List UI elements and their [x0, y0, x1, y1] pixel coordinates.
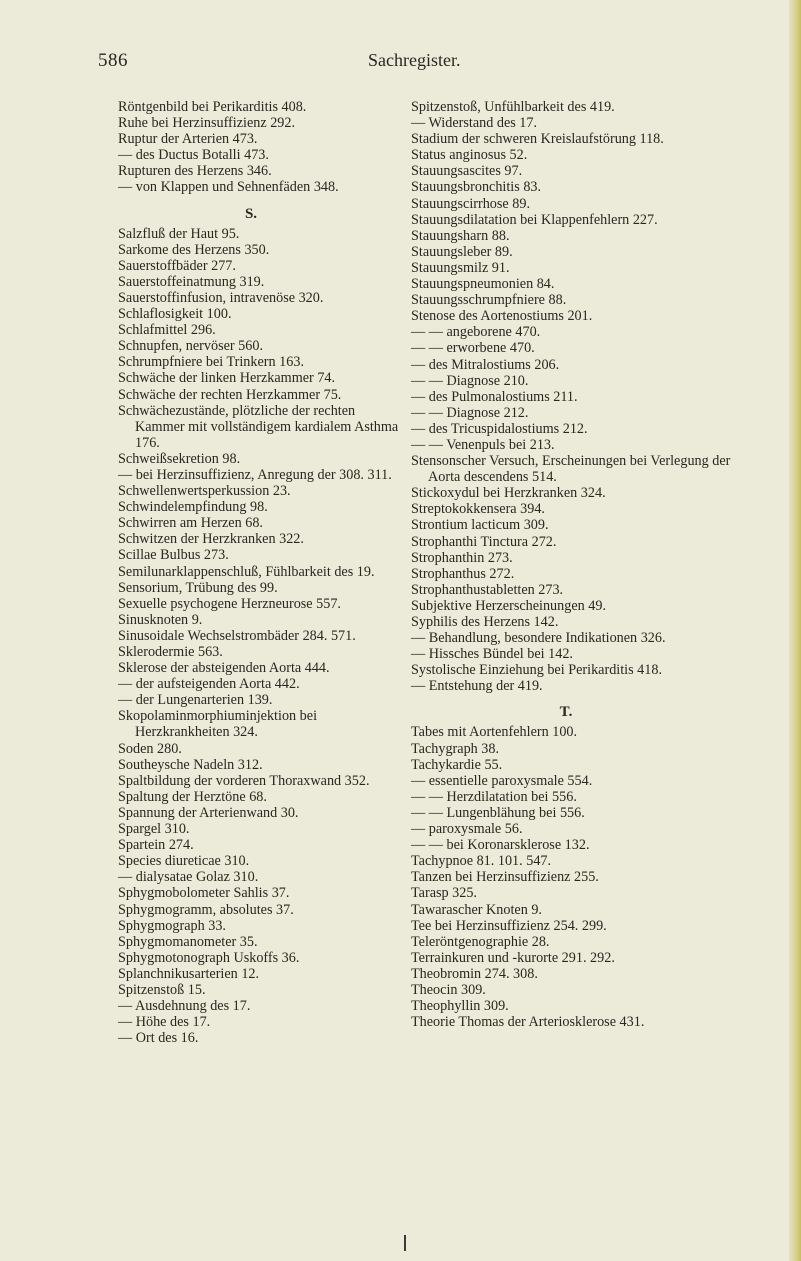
index-entry: Tanzen bei Herzinsuffizienz 255.	[411, 869, 599, 886]
index-entry: Salzfluß der Haut 95.	[118, 225, 240, 242]
index-entry: — — Diagnose 210.	[411, 372, 529, 389]
index-entry: — Höhe des 17.	[118, 1014, 211, 1031]
index-entry: Schwäche der linken Herzkammer 74.	[118, 370, 336, 387]
index-entry: Syphilis des Herzens 142.	[411, 614, 559, 630]
index-entry: Sarkome des Herzens 350.	[118, 241, 270, 258]
index-entry: Stauungsascites 97.	[411, 163, 523, 180]
index-entry: — — Herzdilatation bei 556.	[411, 788, 577, 805]
index-entry: Tachypnoe 81. 101. 547.	[411, 853, 552, 870]
index-column-left	[118, 99, 404, 1046]
index-entry: — Widerstand des 17.	[411, 115, 538, 132]
index-entry: Schwächezustände, plötzliche der rechten Kammer mit vollständigem kardialem Asthma 176.	[118, 402, 399, 451]
index-entry: Rupturen des Herzens 346.	[118, 163, 272, 180]
index-entry: Teleröntgenographie 28.	[411, 933, 550, 950]
index-entry: — Behandlung, besondere Indikationen 326.	[411, 630, 666, 647]
index-entry: — des Tricuspidalostiums 212.	[411, 420, 588, 437]
index-entry: — essentielle paroxysmale 554.	[411, 772, 593, 789]
index-entry: Schnupfen, nervöser 560.	[118, 338, 263, 355]
index-entry: Terrainkuren und -kurorte 291. 292.	[411, 949, 615, 966]
index-entry: Sphygmograph 33.	[118, 917, 226, 934]
index-entry: Streptokokkensera 394.	[411, 501, 545, 518]
index-entry: — von Klappen und Sehnenfäden 348.	[118, 179, 339, 196]
index-entry: — Entstehung der 419.	[411, 678, 543, 695]
index-entry: Spargel 310.	[118, 821, 190, 838]
index-entry: Schwellenwertsperkussion 23.	[118, 483, 291, 500]
index-entry: Schrumpfniere bei Trinkern 163.	[118, 354, 304, 371]
index-entry: — bei Herzinsuffizienz, Anregung der 308. 311.	[118, 466, 392, 483]
index-entry: Tabes mit Aortenfehlern 100.	[411, 724, 578, 741]
index-entry: Sinusknoten 9.	[118, 611, 203, 628]
index-entry: — — Lungenblähung bei 556.	[411, 804, 585, 821]
index-entry: Stauungspneumonien 84.	[411, 276, 555, 293]
index-entry: Tawarascher Knoten 9.	[411, 901, 542, 918]
index-entry: — des Pulmonalostiums 211.	[411, 388, 578, 405]
section-letter: T.	[559, 704, 573, 721]
margin-mark	[404, 1235, 406, 1251]
index-entry: Theophyllin 309.	[411, 998, 509, 1015]
section-letter: S.	[244, 205, 258, 222]
index-entry: Schweißsekretion 98.	[118, 450, 241, 467]
index-entry: — des Mitralostiums 206.	[411, 356, 560, 373]
index-entry: Status anginosus 52.	[411, 147, 528, 164]
index-entry: Soden 280.	[118, 740, 182, 757]
index-entry: — — angeborene 470.	[411, 324, 541, 341]
index-entry: Stauungsleber 89.	[411, 243, 513, 260]
running-head: Sachregister.	[368, 50, 461, 70]
index-entry: — dialysatae Golaz 310.	[118, 869, 259, 886]
index-entry: Sphygmogramm, absolutes 37.	[118, 901, 294, 918]
index-entry: Schwäche der rechten Herzkammer 75.	[118, 386, 342, 403]
index-entry: Theorie Thomas der Arteriosklerose 431.	[411, 1014, 645, 1031]
index-entry: — der Lungenarterien 139.	[118, 692, 273, 709]
index-entry: Spaltung der Herztöne 68.	[118, 788, 267, 805]
index-entry: Strontium lacticum 309.	[411, 517, 549, 534]
index-entry: Theocin 309.	[411, 981, 486, 998]
index-entry: Southeysche Nadeln 312.	[118, 756, 263, 773]
index-entry: Sklerodermie 563.	[118, 644, 223, 660]
index-entry: Tachykardie 55.	[411, 756, 503, 773]
index-entry: Sensorium, Trübung des 99.	[118, 579, 278, 596]
index-entry: — paroxysmale 56.	[411, 821, 523, 838]
index-entry: Ruhe bei Herzinsuffizienz 292.	[118, 115, 296, 132]
index-entry: Strophanthin 273.	[411, 549, 513, 566]
index-entry: Schlafmittel 296.	[118, 322, 216, 339]
page-edge	[789, 0, 801, 1261]
index-entry: — Hissches Bündel bei 142.	[411, 646, 573, 663]
index-entry: — Ort des 16.	[118, 1030, 199, 1047]
index-entry: Skopolaminmorphiuminjektion bei Herzkrankheiten 324.	[118, 708, 318, 741]
index-entry: Systolische Einziehung bei Perikarditis 418.	[411, 662, 663, 679]
index-entry: Spitzenstoß, Unfühlbarkeit des 419.	[411, 99, 615, 115]
index-entry: Sphygmotonograph Uskoffs 36.	[118, 949, 300, 966]
index-entry: Spannung der Arterienwand 30.	[118, 804, 299, 821]
index-entry: Sklerose der absteigenden Aorta 444.	[118, 660, 330, 677]
index-entry: Sauerstoffinfusion, intravenöse 320.	[118, 289, 324, 306]
index-entry: Spartein 274.	[118, 837, 194, 854]
index-entry: Schlaflosigkeit 100.	[118, 306, 232, 323]
index-entry: Stauungsbronchitis 83.	[411, 179, 542, 196]
index-entry: Schwindelempfindung 98.	[118, 499, 268, 516]
index-entry: Splanchnikusarterien 12.	[118, 965, 260, 982]
index-entry: Sphygmomanometer 35.	[118, 933, 258, 950]
index-entry: Theobromin 274. 308.	[411, 965, 538, 982]
index-entry: Stensonscher Versuch, Erscheinungen bei Verlegung der Aorta descendens 514.	[411, 453, 731, 486]
index-entry: Stauungsschrumpfniere 88.	[411, 292, 567, 309]
index-entry: Ruptur der Arterien 473.	[118, 131, 258, 148]
index-entry: — — bei Koronarsklerose 132.	[411, 837, 590, 854]
index-entry: Sauerstoffeinatmung 319.	[118, 273, 265, 290]
index-entry: Schwirren am Herzen 68.	[118, 515, 263, 532]
index-entry: Stauungsharn 88.	[411, 227, 510, 244]
index-entry: Schwitzen der Herzkranken 322.	[118, 531, 304, 548]
index-entry: Semilunarklappenschluß, Fühlbarkeit des 19.	[118, 563, 375, 580]
index-entry: Tee bei Herzinsuffizienz 254. 299.	[411, 917, 607, 934]
index-entry: Stauungscirrhose 89.	[411, 195, 531, 212]
index-entry: Stadium der schweren Kreislaufstörung 118.	[411, 131, 664, 148]
index-entry: Stauungsmilz 91.	[411, 259, 510, 276]
index-column-right	[411, 99, 761, 1030]
index-entry: Subjektive Herzerscheinungen 49.	[411, 597, 607, 614]
index-entry: — — Diagnose 212.	[411, 404, 529, 421]
index-entry: Sinusoidale Wechselstrombäder 284. 571.	[118, 627, 356, 644]
index-entry: Strophanthustabletten 273.	[411, 581, 564, 598]
index-entry: Sauerstoffbäder 277.	[118, 257, 236, 274]
index-entry: — Ausdehnung des 17.	[118, 998, 251, 1015]
index-entry: — — Venenpuls bei 213.	[411, 436, 555, 453]
index-entry: Strophanthus 272.	[411, 565, 515, 582]
index-entry: Tarasp 325.	[411, 885, 477, 902]
index-entry: Tachygraph 38.	[411, 740, 500, 757]
index-entry: Stickoxydul bei Herzkranken 324.	[411, 485, 606, 502]
index-entry: Stauungsdilatation bei Klappenfehlern 227.	[411, 211, 658, 228]
index-entry: — der aufsteigenden Aorta 442.	[118, 676, 300, 693]
index-entry: Sexuelle psychogene Herzneurose 557.	[118, 595, 341, 612]
index-entry: Sphygmobolometer Sahlis 37.	[118, 885, 290, 902]
index-entry: — des Ductus Botalli 473.	[118, 147, 269, 164]
index-entry: Spaltbildung der vorderen Thoraxwand 352.	[118, 772, 370, 789]
page-number: 586	[98, 50, 128, 71]
index-entry: Strophanthi Tinctura 272.	[411, 533, 557, 550]
index-entry: Spitzenstoß 15.	[118, 981, 206, 998]
index-entry: — — erworbene 470.	[411, 340, 535, 357]
index-entry: Röntgenbild bei Perikarditis 408.	[118, 99, 307, 115]
index-entry: Stenose des Aortenostiums 201.	[411, 308, 593, 325]
index-entry: Species diureticae 310.	[118, 853, 250, 870]
index-entry: Scillae Bulbus 273.	[118, 547, 229, 564]
